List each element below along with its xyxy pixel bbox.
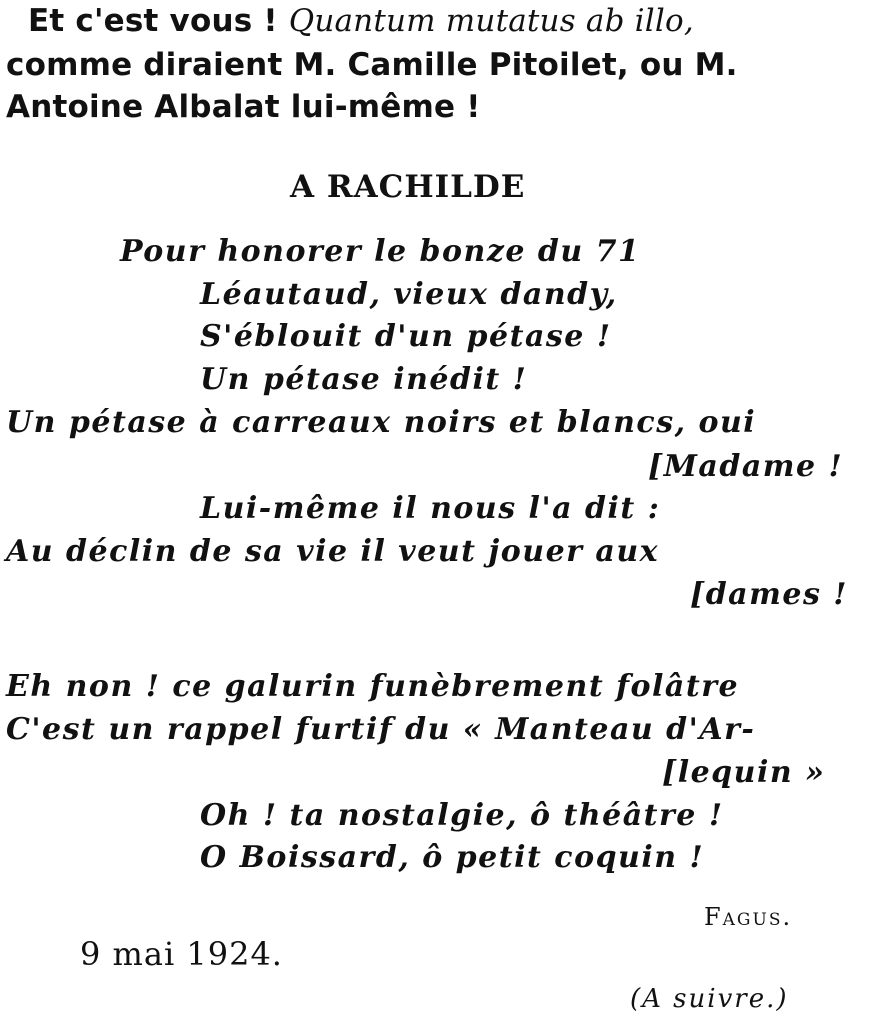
intro-line-2: comme diraient M. Camille Pitoilet, ou M. [6,47,738,83]
continuation-note: (A suivre.) [630,984,789,1014]
intro-line-1 [28,3,694,39]
poem-line-continuation: [lequin » [662,755,826,790]
poem-line-continuation: [Madame ! [648,449,844,484]
poem-date: 9 mai 1924. [80,935,283,973]
poem-line-continuation: [dames ! [690,577,848,612]
intro-latin-quote: Quantum mutatus ab illo, [288,3,694,39]
poem-line: Pour honorer le bonze du 71 [120,234,641,269]
poem-line: S'éblouit d'un pétase ! [200,319,612,354]
poem-signature: Fagus. [704,903,793,931]
poem-title: A RACHILDE [290,169,526,205]
poem-line: O Boissard, ô petit coquin ! [200,840,705,875]
poem-line: C'est un rappel furtif du « Manteau d'Ar- [6,712,756,747]
poem-line: Lui-même il nous l'a dit : [200,491,661,526]
poem-line: Eh non ! ce galurin funèbrement folâtre [6,669,740,704]
poem-line: Un pétase à carreaux noirs et blancs, oui [6,405,757,440]
intro-line-3: Antoine Albalat lui-même ! [6,89,481,125]
poem-line: Léautaud, vieux dandy, [200,277,618,312]
poem-line: Au déclin de sa vie il veut jouer aux [6,534,660,569]
poem-line: Oh ! ta nostalgie, ô théâtre ! [200,798,724,833]
intro-line-1-lead: Et c'est vous ! [28,3,289,39]
poem-line: Un pétase inédit ! [200,362,528,397]
